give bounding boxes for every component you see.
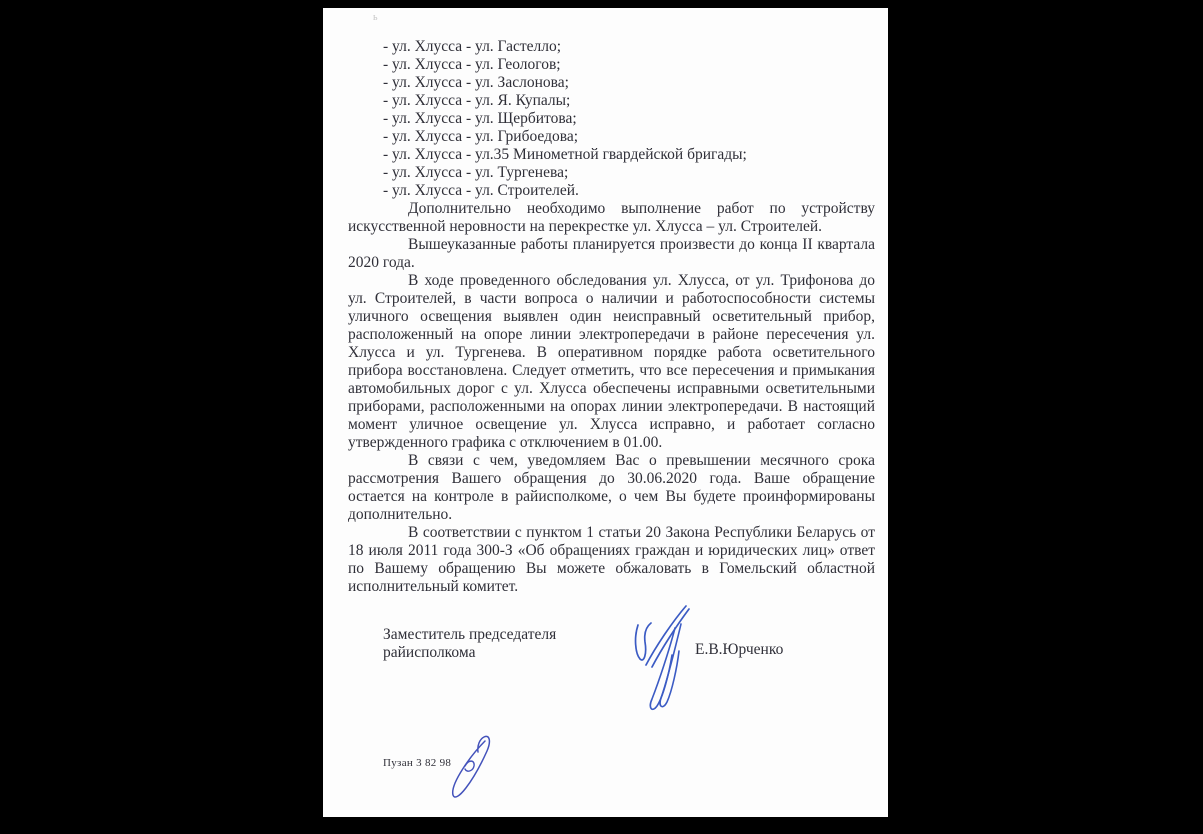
signoff-title — [383, 626, 556, 662]
signoff-title-line2: райисполкома — [383, 644, 476, 661]
paragraph: В ходе проведенного обследования ул. Хлусса, от ул. Трифонова до ул. Строителей, в части вопроса о наличии и работоспособности системы уличного освещения выявлен один неисправный осветительный прибор, расположенный на опоре линии электропередачи в районе пересечения ул. Хлусса и ул. Тургенева. В оперативном порядке работа осветительного прибора восстановлена. Следует отметить, что все пересечения и примыкания автомобильных дорог с ул. Хлусса обеспечены исправными осветительными приборами, расположенными на опорах линии электропередачи. В настоящий момент уличное освещение ул. Хлусса исправно, и работает согласно утвержденного графика с отключением в 01.00. — [348, 272, 875, 451]
list-item: - ул. Хлусса - ул. Щербитова; — [383, 110, 577, 127]
paragraph: В связи с чем, уведомляем Вас о превышении месячного срока рассмотрения Вашего обращения до 30.06.2020 года. Ваше обращение остается на контроле в райисполкоме, о чем Вы будете проинформированы дополнительно. — [348, 452, 875, 523]
paragraph: В соответствии с пунктом 1 статьи 20 Закона Республики Беларусь от 18 июля 2011 года 300-З «Об обращениях граждан и юридических лиц» ответ по Вашему обращению Вы можете обжаловать в Гомельский областной исполнительный комитет. — [348, 524, 875, 595]
document-body — [348, 38, 875, 596]
executor-note: Пузан 3 82 98 — [383, 757, 452, 769]
signoff-title-line1: Заместитель председателя — [383, 626, 557, 643]
executor-paraph — [443, 730, 501, 810]
list-item: - ул. Хлусса - ул.35 Минометной гвардейской бригады; — [383, 146, 747, 163]
paragraph: Дополнительно необходимо выполнение работ по устройству искусственной неровности на перекрестке ул. Хлусса – ул. Строителей. — [348, 200, 875, 235]
paraph-stroke-icon — [443, 730, 501, 810]
list-item: - ул. Хлусса - ул. Геологов; — [383, 56, 561, 73]
list-item: - ул. Хлусса - ул. Грибоедова; — [383, 128, 579, 145]
street-list — [383, 38, 875, 200]
document-page — [323, 8, 888, 817]
paragraph: Вышеуказанные работы планируется произвести до конца II квартала 2020 года. — [348, 236, 875, 271]
list-item: - ул. Хлусса - ул. Тургенева; — [383, 164, 569, 181]
list-item: - ул. Хлусса - ул. Гастелло; — [383, 38, 562, 55]
paragraphs — [348, 200, 875, 596]
signoff-name: Е.В.Юрченко — [695, 641, 784, 658]
list-item: - ул. Хлусса - ул. Заслонова; — [383, 74, 569, 91]
list-item: - ул. Хлусса - ул. Строителей. — [383, 182, 579, 199]
list-item: - ул. Хлусса - ул. Я. Купалы; — [383, 92, 571, 109]
scan-artifact: ь — [373, 12, 378, 23]
